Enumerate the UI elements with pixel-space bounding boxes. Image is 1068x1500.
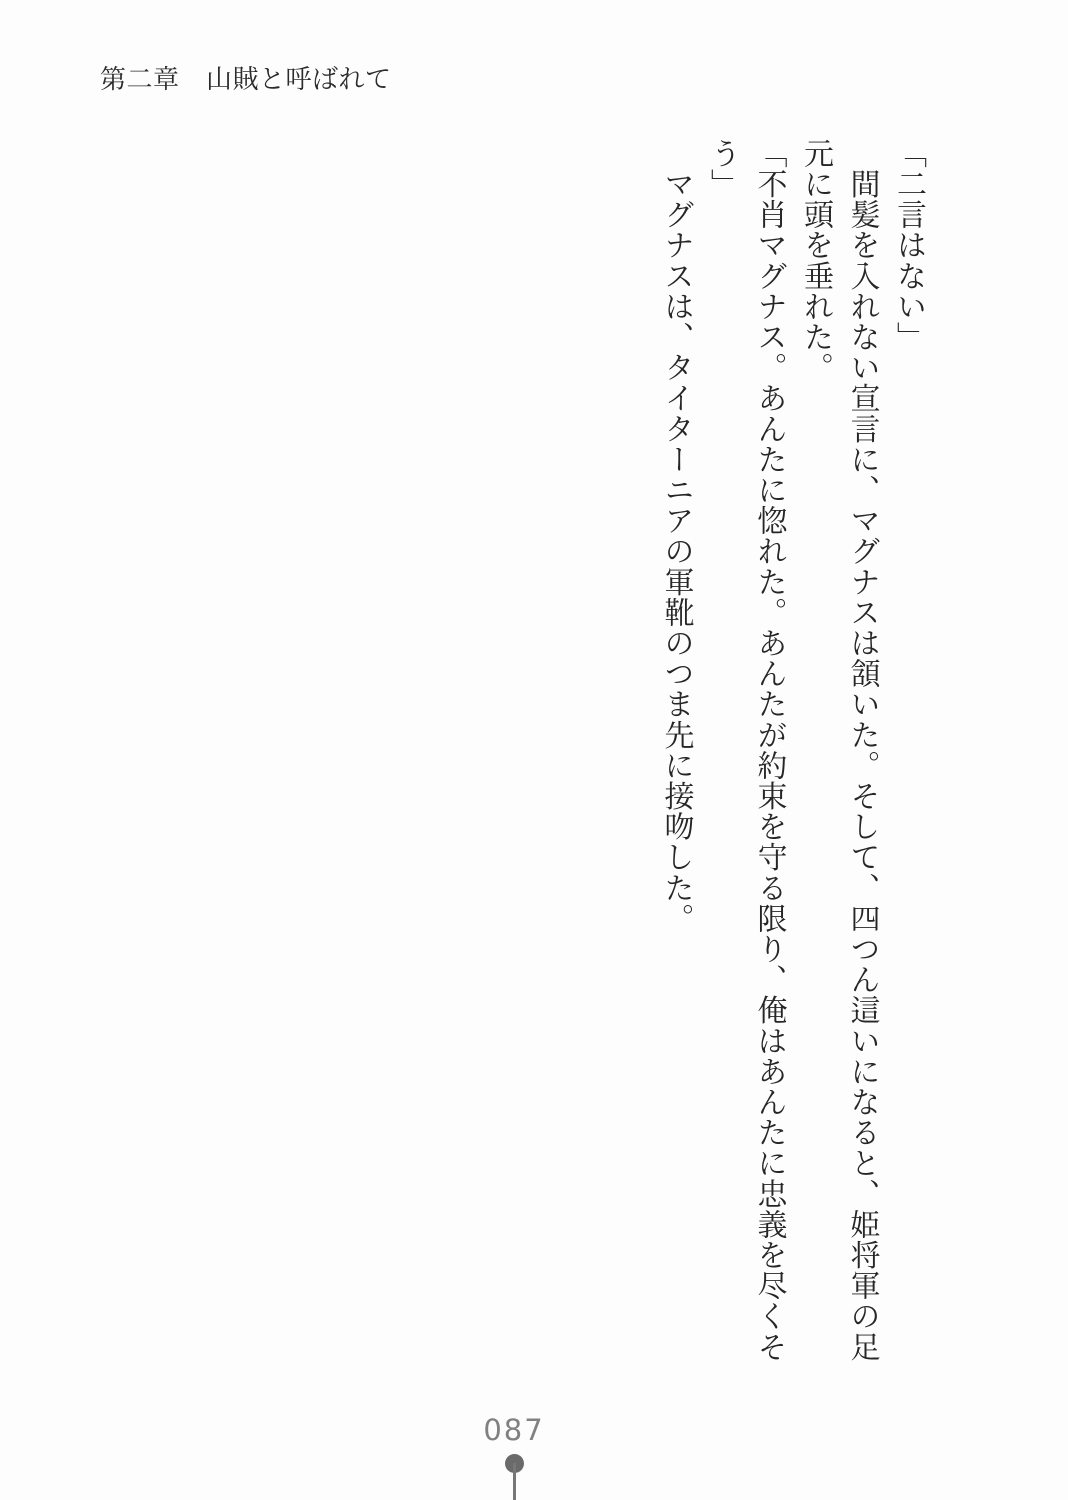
paragraph-dialogue-1: 「二言はない」 bbox=[892, 138, 925, 353]
paragraph-narration-1: 間髪を入れない宣言に、マグナスは頷いた。そして、四つん這いになると、姫将軍の足元に頭を垂れた。 bbox=[799, 138, 879, 1362]
paragraph-dialogue-2: 「不肖マグナス。あんたに惚れた。あんたが約束を守る限り、俺はあんたに忠義を尽くそう」 bbox=[706, 138, 786, 1362]
body-text bbox=[652, 138, 931, 1368]
chapter-header: 第二章 山賊と呼ばれて bbox=[100, 65, 392, 94]
paragraph-narration-2: マグナスは、タイターニアの軍靴のつま先に接吻した。 bbox=[659, 138, 693, 934]
footer-ornament-line bbox=[513, 1463, 516, 1500]
page-number: 087 bbox=[483, 1413, 545, 1447]
